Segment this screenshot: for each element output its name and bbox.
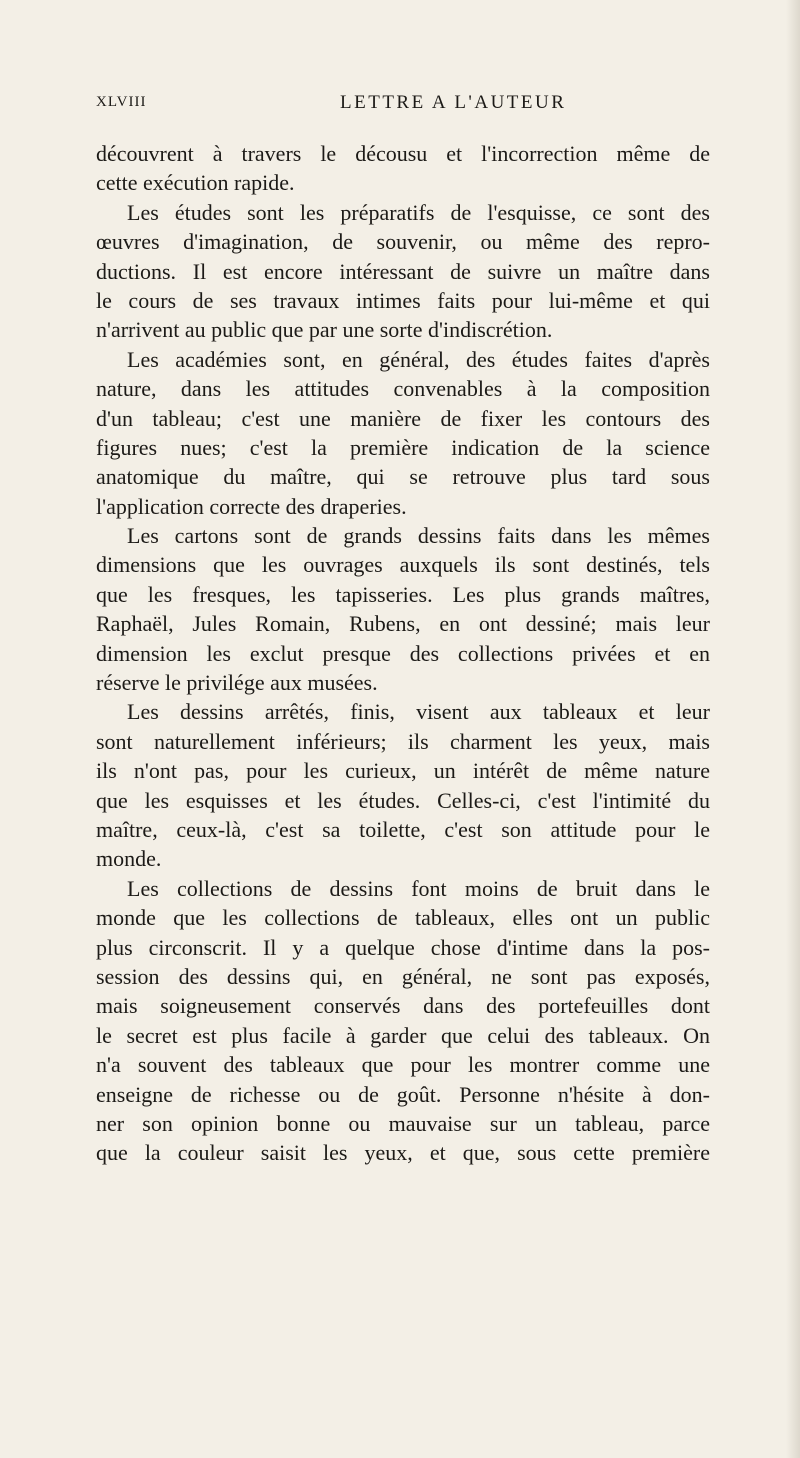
text-line: mais soigneusement conservés dans des portefeuilles dont (96, 993, 710, 1019)
text-line: ils n'ont pas, pour les curieux, un intérêt de même nature (96, 758, 710, 784)
text-line: le cours de ses travaux intimes faits pour lui-même et qui (96, 287, 710, 313)
text-line: ductions. Il est encore intéressant de suivre un maître dans (96, 258, 710, 284)
text-line: maître, ceux-là, c'est sa toilette, c'est son attitude pour le (96, 816, 710, 842)
text-line: d'un tableau; c'est une manière de fixer les contours des (96, 405, 710, 431)
text-line: plus circonscrit. Il y a quelque chose d'intime dans la pos- (96, 934, 710, 960)
text-line: monde que les collections de tableaux, elles ont un public (96, 905, 710, 931)
running-title: LETTRE A L'AUTEUR (340, 92, 567, 113)
text-line: découvrent à travers le décousu et l'incorrection même de (96, 141, 710, 166)
text-line: n'a souvent des tableaux que pour les montrer comme une (96, 1052, 710, 1078)
page-edge-shadow (786, 0, 800, 1458)
page-number: XLVIII (96, 94, 147, 110)
paragraph-first-line: Les cartons sont de grands dessins faits dans les mêmes (127, 523, 710, 549)
text-line: Raphaël, Jules Romain, Rubens, en ont dessiné; mais leur (96, 611, 710, 637)
text-line: que les fresques, les tapisseries. Les plus grands maîtres, (96, 581, 710, 607)
text-line: que la couleur saisit les yeux, et que, sous cette première (96, 1140, 710, 1166)
text-line: cette exécution rapide. (96, 170, 295, 196)
text-line: le secret est plus facile à garder que celui des tableaux. On (96, 1022, 710, 1048)
text-line: n'arrivent au public que par une sorte d'indiscrétion. (96, 317, 553, 343)
text-line: dimensions que les ouvrages auxquels ils sont destinés, tels (96, 552, 710, 578)
paragraph-first-line: Les dessins arrêtés, finis, visent aux tableaux et leur (127, 699, 710, 725)
running-head (96, 92, 696, 116)
text-line: monde. (96, 846, 162, 872)
text-line: dimension les exclut presque des collections privées et en (96, 640, 710, 666)
paragraph-first-line: Les études sont les préparatifs de l'esquisse, ce sont des (127, 199, 710, 225)
body-text (96, 139, 710, 1168)
text-line: enseigne de richesse ou de goût. Personne n'hésite à don- (96, 1081, 710, 1107)
text-line: œuvres d'imagination, de souvenir, ou même des repro- (96, 229, 710, 255)
paragraph-first-line: Les académies sont, en général, des études faites d'après (127, 346, 710, 372)
text-line: sont naturellement inférieurs; ils charment les yeux, mais (96, 728, 710, 754)
paragraph-first-line: Les collections de dessins font moins de bruit dans le (127, 875, 710, 901)
text-line: session des dessins qui, en général, ne sont pas exposés, (96, 963, 710, 989)
text-line: nature, dans les attitudes convenables à la composition (96, 376, 710, 402)
text-line: l'application correcte des draperies. (96, 493, 407, 519)
text-line: ner son opinion bonne ou mauvaise sur un tableau, parce (96, 1110, 710, 1136)
text-line: anatomique du maître, qui se retrouve plus tard sous (96, 464, 710, 490)
text-line: que les esquisses et les études. Celles-ci, c'est l'intimité du (96, 787, 710, 813)
text-line: figures nues; c'est la première indication de la science (96, 434, 710, 460)
text-line: réserve le privilége aux musées. (96, 670, 378, 696)
